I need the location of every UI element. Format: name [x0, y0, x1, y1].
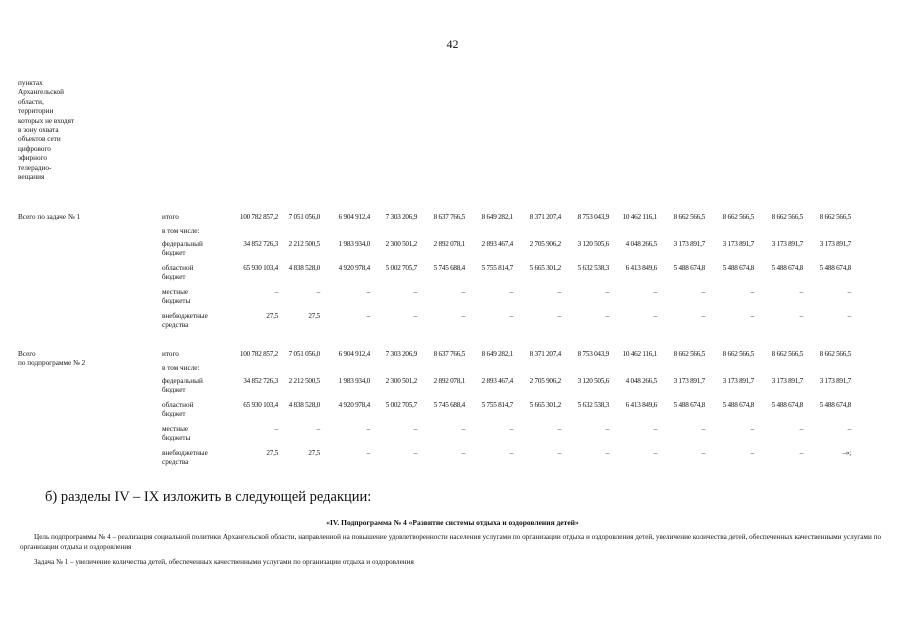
- table-cell: 27,5: [266, 449, 278, 457]
- table-cell: –: [701, 449, 705, 457]
- table-cell: 3 173 891,7: [722, 240, 754, 248]
- table-cell: –: [413, 425, 417, 433]
- table-cell: 5 488 674,8: [673, 264, 705, 272]
- table-cell: 8 753 043,9: [577, 350, 609, 358]
- table-cell: –: [509, 288, 513, 296]
- table-row: [0, 401, 905, 421]
- table-cell: 5 002 705,7: [385, 401, 417, 409]
- table-cell: –: [750, 312, 754, 320]
- table-cell: –: [799, 288, 803, 296]
- table-cell: –: [366, 425, 370, 433]
- table-cell: 8 662 566,5: [771, 213, 803, 221]
- table-cell: 4 920 978,4: [338, 264, 370, 272]
- table-cell: 5 488 674,8: [771, 264, 803, 272]
- table-cell: 5 488 674,8: [722, 264, 754, 272]
- table-cell: 6 413 849,6: [625, 401, 657, 409]
- table-cell: 100 782 857,2: [239, 213, 278, 221]
- table-row: [0, 312, 905, 332]
- table-cell: 8 662 566,5: [722, 213, 754, 221]
- table-cell: 8 662 566,5: [673, 350, 705, 358]
- row-label: внебюджетные средства: [162, 449, 208, 466]
- table-cell: 4 838 528,0: [288, 401, 320, 409]
- table-row: [0, 288, 905, 308]
- table-cell: 2 892 078,1: [433, 377, 465, 385]
- table-cell: –: [509, 449, 513, 457]
- table-cell: –: [366, 312, 370, 320]
- table-cell: –: [557, 425, 561, 433]
- table-cell: –: [799, 449, 803, 457]
- table-cell: 10 462 116,1: [622, 350, 657, 358]
- table-cell: 2 300 501,2: [385, 240, 417, 248]
- table-cell: 27,5: [266, 312, 278, 320]
- table-cell: 2 300 501,2: [385, 377, 417, 385]
- table-cell: –: [605, 449, 609, 457]
- table-cell: –: [653, 449, 657, 457]
- table-cell: 3 120 505,6: [577, 240, 609, 248]
- table-cell: 6 413 849,6: [625, 264, 657, 272]
- table-cell: –: [750, 425, 754, 433]
- table-cell: –»;: [842, 449, 851, 457]
- table-cell: 5 745 688,4: [433, 401, 465, 409]
- table-cell: –: [847, 288, 851, 296]
- table-cell: –: [509, 312, 513, 320]
- table-cell: 7 051 056,0: [288, 350, 320, 358]
- table-cell: 6 904 912,4: [338, 350, 370, 358]
- table-cell: 3 173 891,7: [722, 377, 754, 385]
- table-cell: –: [799, 312, 803, 320]
- table-fragment-text: пунктах Архангельской области, территории которых не входят в зону охвата объектов сети цифрового эфирного телерадио- вещания: [18, 79, 75, 182]
- table-cell: 2 892 078,1: [433, 240, 465, 248]
- table-cell: –: [701, 425, 705, 433]
- table-cell: 1 983 934,0: [338, 377, 370, 385]
- table-cell: 34 852 726,3: [243, 240, 278, 248]
- table-cell: 100 782 857,2: [239, 350, 278, 358]
- table-cell: 4 920 978,4: [338, 401, 370, 409]
- table-cell: 6 904 912,4: [338, 213, 370, 221]
- table-cell: 8 662 566,5: [819, 350, 851, 358]
- table-cell: 5 665 301,2: [529, 401, 561, 409]
- table-cell: 8 637 766,5: [433, 213, 465, 221]
- table-cell: 5 755 814,7: [481, 401, 513, 409]
- table-cell: 8 637 766,5: [433, 350, 465, 358]
- row-label: местные бюджеты: [162, 425, 191, 442]
- page-number: 42: [446, 37, 459, 51]
- table-cell: –: [316, 288, 320, 296]
- table-cell: –: [557, 288, 561, 296]
- row-label: в том числе:: [162, 364, 200, 372]
- paragraph-task: Задача № 1 – увеличение количества детей, обеспеченных качественными услугами по организации отдыха и оздоровления: [34, 558, 414, 566]
- table-row: [0, 449, 905, 469]
- table-cell: 8 662 566,5: [819, 213, 851, 221]
- table-cell: –: [461, 288, 465, 296]
- table-row: [0, 425, 905, 445]
- table-cell: –: [799, 425, 803, 433]
- table-cell: 65 930 103,4: [243, 401, 278, 409]
- table-cell: 3 173 891,7: [819, 240, 851, 248]
- table-cell: 1 983 934,0: [338, 240, 370, 248]
- table-cell: 8 371 207,4: [529, 213, 561, 221]
- heading-b: б) разделы IV – IX изложить в следующей редакции:: [45, 489, 372, 505]
- table-cell: 4 838 528,0: [288, 264, 320, 272]
- table-cell: 2 705 906,2: [529, 240, 561, 248]
- section-title: «IV. Подпрограмма № 4 «Развитие системы отдыха и оздоровления детей»: [326, 518, 579, 527]
- table-cell: 27,5: [308, 312, 320, 320]
- table-cell: 2 212 500,5: [288, 240, 320, 248]
- row-label: областной бюджет: [162, 401, 194, 418]
- table-cell: 5 632 538,3: [577, 264, 609, 272]
- table-cell: 4 048 266,5: [625, 377, 657, 385]
- table-cell: 5 488 674,8: [722, 401, 754, 409]
- table-cell: –: [605, 288, 609, 296]
- table-cell: 8 662 566,5: [722, 350, 754, 358]
- row-label: областной бюджет: [162, 264, 194, 281]
- table-cell: –: [557, 449, 561, 457]
- table-cell: 8 662 566,5: [673, 213, 705, 221]
- table-cell: –: [461, 312, 465, 320]
- table-cell: –: [653, 312, 657, 320]
- table-cell: 10 462 116,1: [622, 213, 657, 221]
- table-cell: 3 173 891,7: [673, 240, 705, 248]
- table-cell: –: [509, 425, 513, 433]
- table-cell: –: [413, 449, 417, 457]
- table-row: [0, 264, 905, 284]
- table-cell: 5 488 674,8: [771, 401, 803, 409]
- table-cell: 5 488 674,8: [673, 401, 705, 409]
- table-row: [0, 377, 905, 397]
- table-cell: –: [701, 312, 705, 320]
- table-cell: 7 051 056,0: [288, 213, 320, 221]
- table-cell: 2 893 467,4: [481, 240, 513, 248]
- table-cell: 65 930 103,4: [243, 264, 278, 272]
- table-cell: 3 173 891,7: [673, 377, 705, 385]
- table-cell: –: [274, 425, 278, 433]
- table-cell: 8 753 043,9: [577, 213, 609, 221]
- table-cell: 8 371 207,4: [529, 350, 561, 358]
- table-cell: –: [366, 288, 370, 296]
- table-cell: 5 755 814,7: [481, 264, 513, 272]
- table-cell: –: [413, 312, 417, 320]
- row-label: федеральный бюджет: [162, 377, 203, 394]
- table-cell: 4 048 266,5: [625, 240, 657, 248]
- block-title: Всего по задаче № 1: [18, 213, 81, 221]
- table-cell: 5 665 301,2: [529, 264, 561, 272]
- table-cell: –: [847, 312, 851, 320]
- table-cell: 5 745 688,4: [433, 264, 465, 272]
- table-cell: –: [605, 425, 609, 433]
- table-cell: 8 662 566,5: [771, 350, 803, 358]
- table-cell: 5 002 705,7: [385, 264, 417, 272]
- table-cell: 3 173 891,7: [771, 377, 803, 385]
- row-label: итого: [162, 213, 179, 221]
- table-cell: 2 893 467,4: [481, 377, 513, 385]
- row-label: в том числе:: [162, 227, 200, 235]
- table-cell: –: [461, 425, 465, 433]
- table-cell: 7 303 206,9: [385, 350, 417, 358]
- table-cell: –: [847, 425, 851, 433]
- table-cell: 7 303 206,9: [385, 213, 417, 221]
- table-cell: 3 120 505,6: [577, 377, 609, 385]
- paragraph-goal: Цель подпрограммы № 4 – реализация социальной политики Архангельской области, направленной на повышение удовлетворенности населения услугами по организации отдыха и оздоровления детей, увеличение количества детей, обеспеченных качественными услугами по организации отдыха и оздоровления: [20, 533, 882, 551]
- table-cell: –: [274, 288, 278, 296]
- table-cell: –: [605, 312, 609, 320]
- row-label: итого: [162, 350, 179, 358]
- row-label: внебюджетные средства: [162, 312, 208, 329]
- table-cell: 5 488 674,8: [819, 264, 851, 272]
- table-row: [0, 240, 905, 260]
- table-cell: 8 649 282,1: [481, 213, 513, 221]
- row-label: местные бюджеты: [162, 288, 191, 305]
- table-cell: 2 705 906,2: [529, 377, 561, 385]
- table-cell: 3 173 891,7: [771, 240, 803, 248]
- table-cell: –: [701, 288, 705, 296]
- table-cell: 27,5: [308, 449, 320, 457]
- table-cell: 5 488 674,8: [819, 401, 851, 409]
- table-cell: –: [461, 449, 465, 457]
- table-cell: 3 173 891,7: [819, 377, 851, 385]
- table-cell: –: [316, 425, 320, 433]
- table-cell: 8 649 282,1: [481, 350, 513, 358]
- table-cell: –: [366, 449, 370, 457]
- table-cell: –: [653, 425, 657, 433]
- table-cell: –: [750, 449, 754, 457]
- block-title: Всего по подпрограмме № 2: [18, 350, 86, 367]
- table-cell: 34 852 726,3: [243, 377, 278, 385]
- table-cell: 5 632 538,3: [577, 401, 609, 409]
- table-cell: –: [413, 288, 417, 296]
- table-cell: –: [653, 288, 657, 296]
- table-cell: –: [557, 312, 561, 320]
- table-cell: –: [750, 288, 754, 296]
- table-cell: 2 212 500,5: [288, 377, 320, 385]
- row-label: федеральный бюджет: [162, 240, 203, 257]
